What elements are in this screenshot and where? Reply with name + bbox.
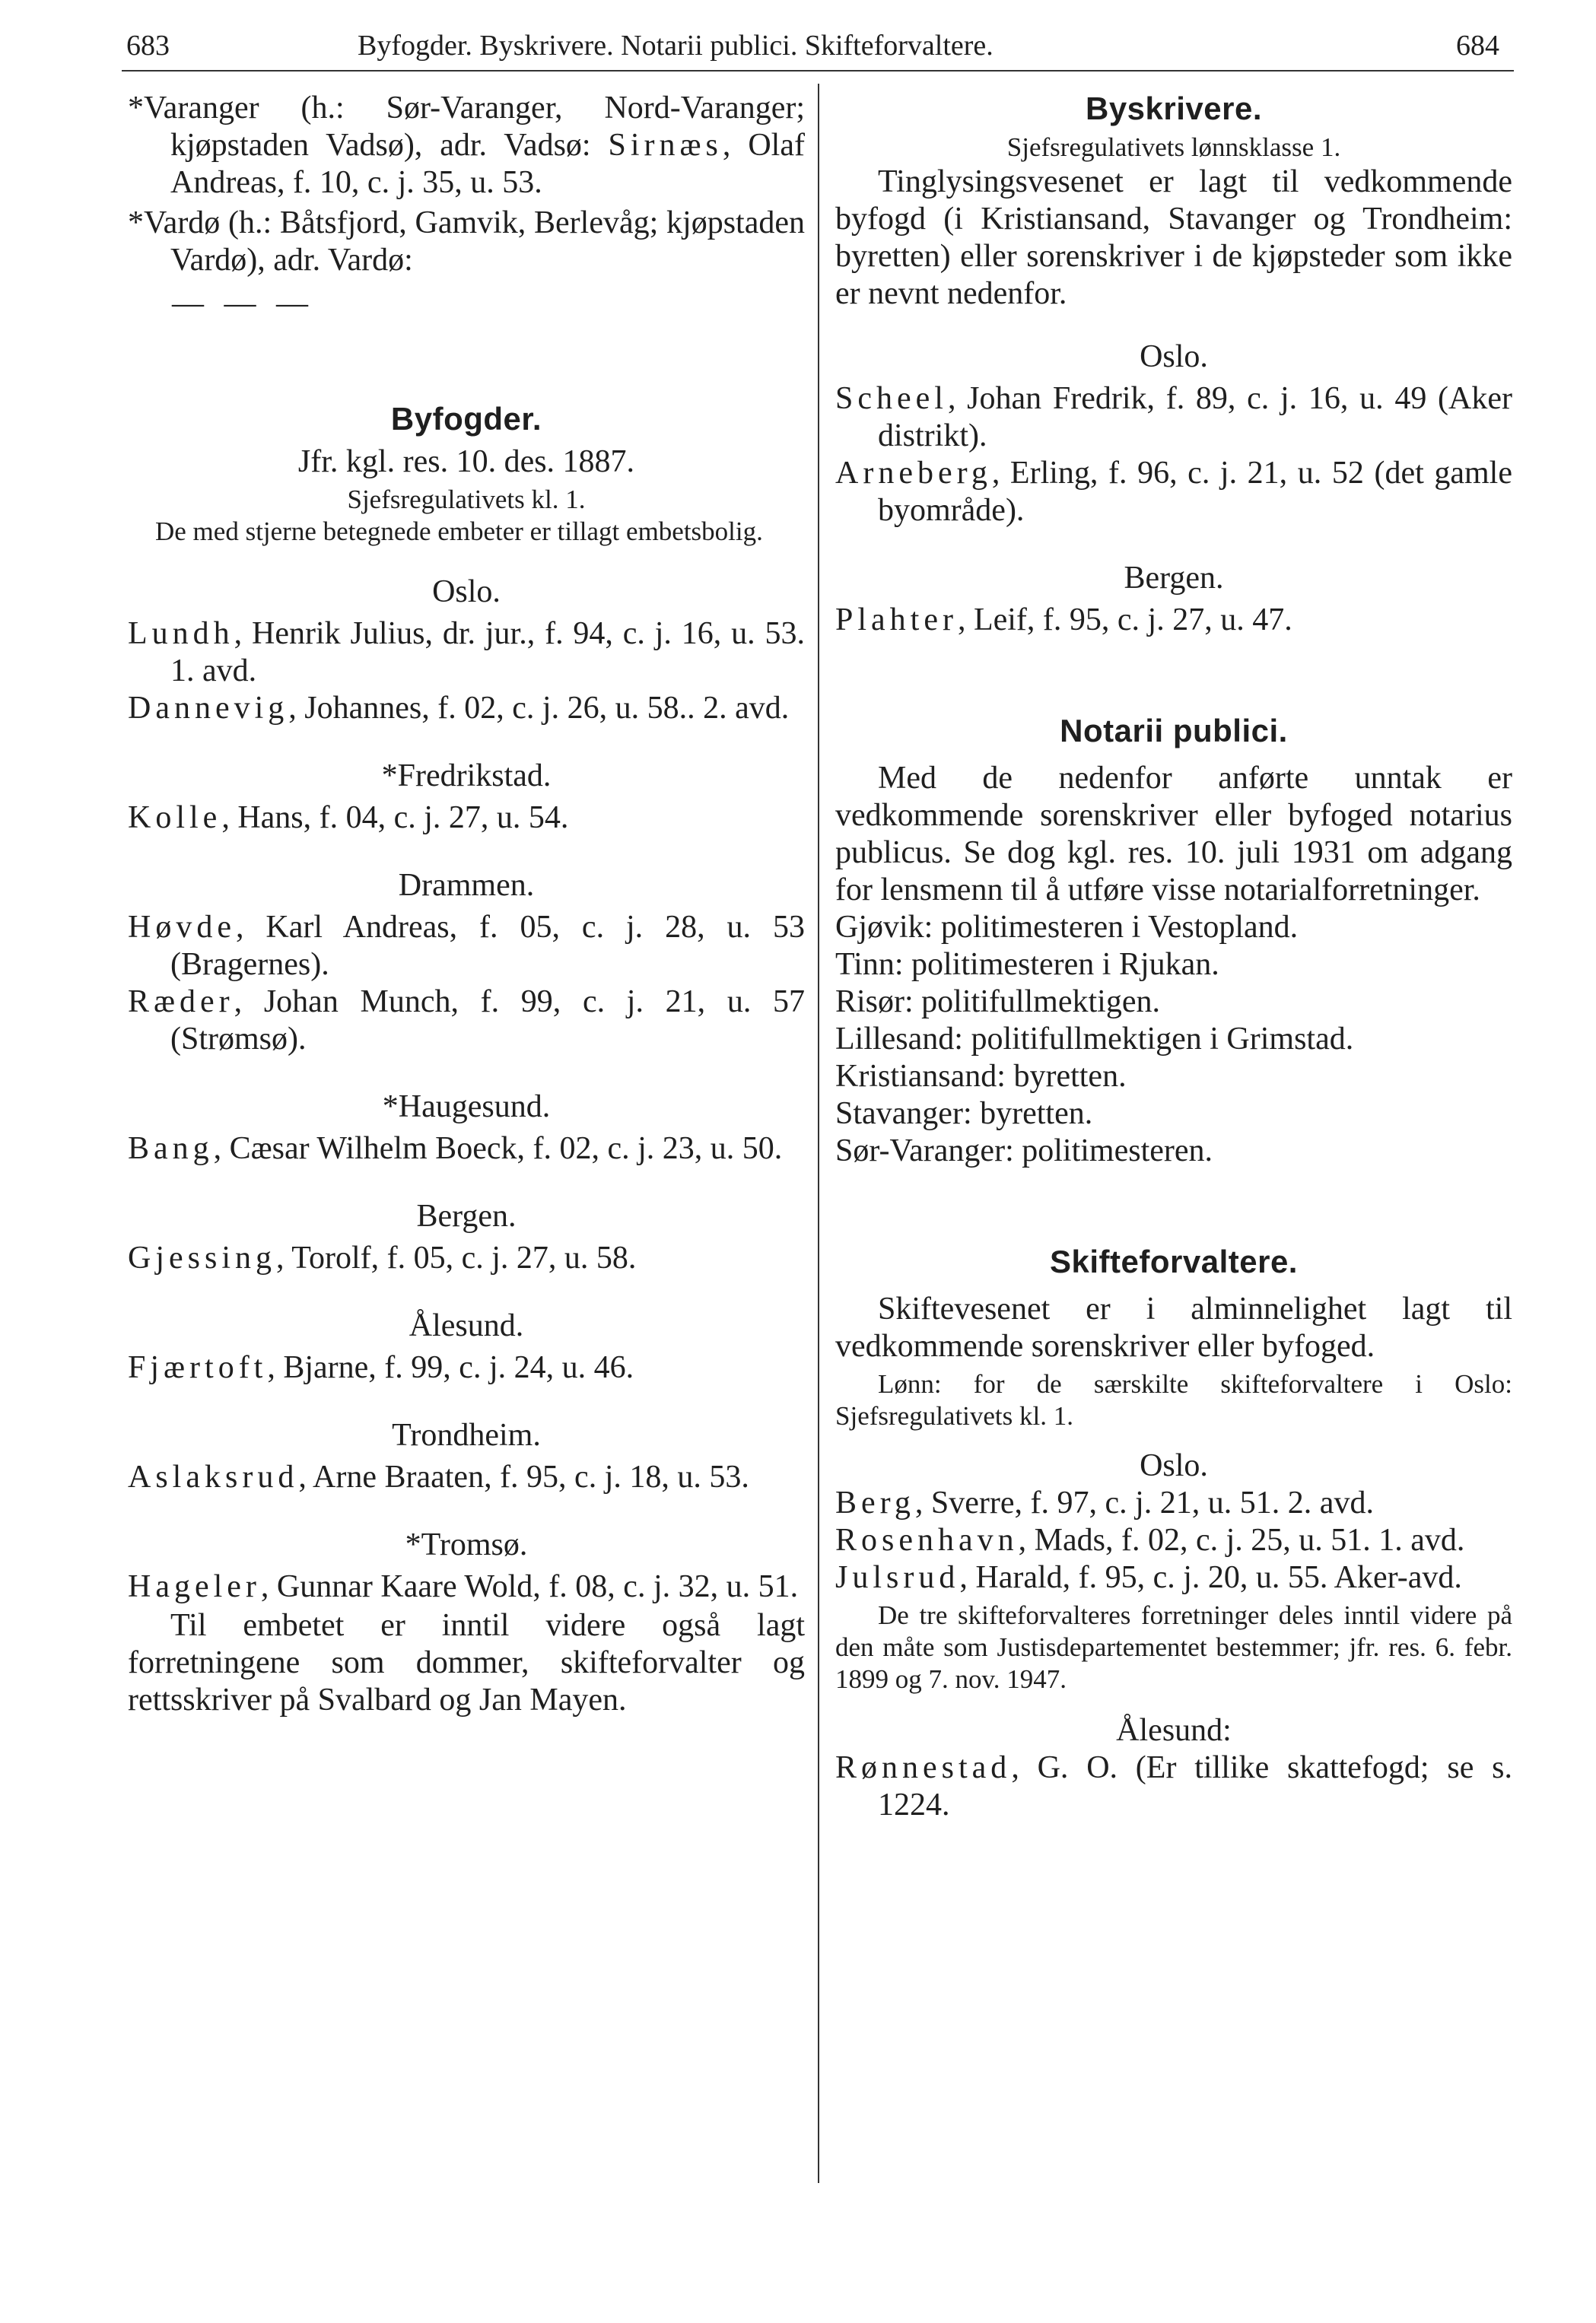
city-heading: Trondheim. <box>392 1418 541 1453</box>
byfogder-reference: Jfr. kgl. res. 10. des. 1887. <box>297 444 635 479</box>
person-name: Dannevig <box>128 691 289 726</box>
person-name: Plahter <box>835 602 958 637</box>
notarii-intro: Med de nedenfor anførte unntak er vedkommende sorenskriver eller byfoged notarius publicus. Se dog kgl. res. 10. juli 1931 om adgang for lensmenn til å utføre visse notarialforretninger. <box>835 761 1512 907</box>
person-name: Aslaksrud <box>128 1460 299 1495</box>
person-name: Rosenhavn <box>835 1523 1019 1558</box>
page-number-left: 683 <box>126 30 170 62</box>
entry: Rosenhavn, Mads, f. 02, c. j. 25, u. 51. 1. avd. <box>835 1523 1465 1558</box>
skifte-note: De tre skifteforvalteres forretninger deles inntil videre på den måte som Justisdepartementet bestemmer; jfr. res. 6. febr. 1899 og 7. nov. 1947. <box>835 1600 1512 1694</box>
vardo-entry: *Vardø (h.: Båtsfjord, Gamvik, Berlevåg; kjøpstaden Vardø), adr. Vardø: <box>128 205 805 278</box>
person-name: Hageler <box>128 1569 261 1604</box>
person-name: Sirnæs <box>608 128 723 163</box>
entry: Aslaksrud, Arne Braaten, f. 95, c. j. 18, u. 53. <box>128 1460 749 1495</box>
notarii-item: Tinn: politimesteren i Rjukan. <box>835 947 1219 982</box>
entry: Plahter, Leif, f. 95, c. j. 27, u. 47. <box>835 602 1292 637</box>
byfogder-regulativ: Sjefsregulativets kl. 1. <box>347 485 586 514</box>
person-name: Fjærtoft <box>128 1350 268 1385</box>
entry: Høvde, Karl Andreas, f. 05, c. j. 28, u. 53 (Bragernes). <box>128 910 805 982</box>
left-column <box>128 90 805 1719</box>
running-header: Byfogder. Byskrivere. Notarii publici. Skifteforvaltere. <box>358 30 994 62</box>
header-rule <box>122 70 1514 72</box>
entry: Dannevig, Johannes, f. 02, c. j. 26, u. 58.. 2. avd. <box>128 691 790 726</box>
person-name: Rønnestad <box>835 1750 1012 1785</box>
notarii-item: Gjøvik: politimesteren i Vestopland. <box>835 910 1299 945</box>
city-heading: Oslo. <box>432 574 501 609</box>
city-heading: Bergen. <box>1124 561 1224 596</box>
person-name: Ræder <box>128 984 234 1019</box>
byskrivere-intro: Tinglysingsvesenet er lagt til vedkommende byfogd (i Kristiansand, Stavanger og Trondheim: byretten) eller sorenskriver i de kjøpsteder som ikke er nevnt nedenfor. <box>835 164 1512 311</box>
city-heading: Ålesund: <box>1116 1713 1232 1748</box>
entry: Kolle, Hans, f. 04, c. j. 27, u. 54. <box>128 800 569 835</box>
person-name: Bang <box>128 1131 214 1166</box>
page-number-right: 684 <box>1456 30 1499 62</box>
skifte-entries <box>835 1485 1512 1597</box>
entry: Lundh, Henrik Julius, dr. jur., f. 94, c. j. 16, u. 53. 1. avd. <box>128 616 805 688</box>
varanger-entry: *Varanger (h.: Sør-Varanger, Nord-Varanger; kjøpstaden Vadsø), adr. Vadsø: Sirnæs, Olaf Andreas, f. 10, c. j. 35, u. 53. <box>128 91 805 200</box>
entry: Arneberg, Erling, f. 96, c. j. 21, u. 52 (det gamle byområde). <box>835 456 1512 528</box>
person-name: Julsrud <box>835 1560 960 1595</box>
column-divider <box>818 84 819 2183</box>
notarii-heading: Notarii publici. <box>1060 713 1288 748</box>
byskrivere-sections <box>835 338 1512 639</box>
person-name: Arneberg <box>835 456 992 491</box>
entry: Fjærtoft, Bjarne, f. 99, c. j. 24, u. 46. <box>128 1350 634 1385</box>
entry: Ræder, Johan Munch, f. 99, c. j. 21, u. 57 (Strømsø). <box>128 984 805 1057</box>
entry: Berg, Sverre, f. 97, c. j. 21, u. 51. 2. avd. <box>835 1486 1374 1521</box>
notarii-item: Lillesand: politifullmektigen i Grimstad. <box>835 1022 1354 1057</box>
person-name: Gjessing <box>128 1241 276 1276</box>
city-heading: Drammen. <box>398 868 535 903</box>
city-heading: Oslo. <box>1140 339 1208 374</box>
byskrivere-heading: Byskrivere. <box>1085 91 1262 126</box>
entry: Julsrud, Harald, f. 95, c. j. 20, u. 55. Aker-avd. <box>835 1560 1462 1595</box>
notarii-item: Stavanger: byretten. <box>835 1096 1093 1131</box>
entry: Scheel, Johan Fredrik, f. 89, c. j. 16, u. 49 (Aker distrikt). <box>835 381 1512 453</box>
skifte-lonn-note: Lønn: for de særskilte skifteforvaltere i Oslo: Sjefsregulativets kl. 1. <box>835 1369 1512 1431</box>
person-name: Kolle <box>128 800 222 835</box>
city-heading: *Fredrikstad. <box>381 758 552 793</box>
right-column <box>835 90 1512 1824</box>
notarii-list <box>835 909 1512 1170</box>
entry: Bang, Cæsar Wilhelm Boeck, f. 02, c. j. 23, u. 50. <box>128 1131 783 1166</box>
person-name: Scheel <box>835 381 948 416</box>
vacant-dashes: — — — <box>172 286 314 321</box>
byfogder-note: De med stjerne betegnede embeter er tillagt embetsbolig. <box>155 516 763 546</box>
notarii-item: Kristiansand: byretten. <box>835 1059 1127 1094</box>
skifte-intro: Skiftevesenet er i alminnelighet lagt til vedkommende sorenskriver eller byfoged. <box>835 1292 1512 1364</box>
person-name: Høvde <box>128 910 236 945</box>
city-heading: Bergen. <box>416 1199 517 1234</box>
city-heading: *Tromsø. <box>405 1527 528 1562</box>
person-name: Lundh <box>128 616 234 651</box>
notarii-item: Risør: politifullmektigen. <box>835 984 1160 1019</box>
entry: Hageler, Gunnar Kaare Wold, f. 08, c. j. 32, u. 51. <box>128 1569 799 1604</box>
entry: Rønnestad, G. O. (Er tillike skattefogd; se s. 1224. <box>835 1750 1512 1822</box>
entry: Gjessing, Torolf, f. 05, c. j. 27, u. 58. <box>128 1241 637 1276</box>
byskrivere-regulativ: Sjefsregulativets lønnsklasse 1. <box>1006 132 1341 162</box>
city-heading: *Haugesund. <box>382 1089 551 1124</box>
notarii-item: Sør-Varanger: politimesteren. <box>835 1133 1213 1168</box>
svalbard-note: Til embetet er inntil videre også lagt forretningene som dommer, skifteforvalter og rettsskriver på Svalbard og Jan Mayen. <box>128 1608 805 1718</box>
byfogder-sections <box>128 574 805 1606</box>
city-heading: Ålesund. <box>409 1308 524 1343</box>
person-name: Berg <box>835 1486 915 1521</box>
city-heading: Oslo. <box>1140 1448 1208 1483</box>
skifteforvaltere-heading: Skifteforvaltere. <box>1050 1244 1298 1279</box>
byfogder-heading: Byfogder. <box>390 401 542 437</box>
